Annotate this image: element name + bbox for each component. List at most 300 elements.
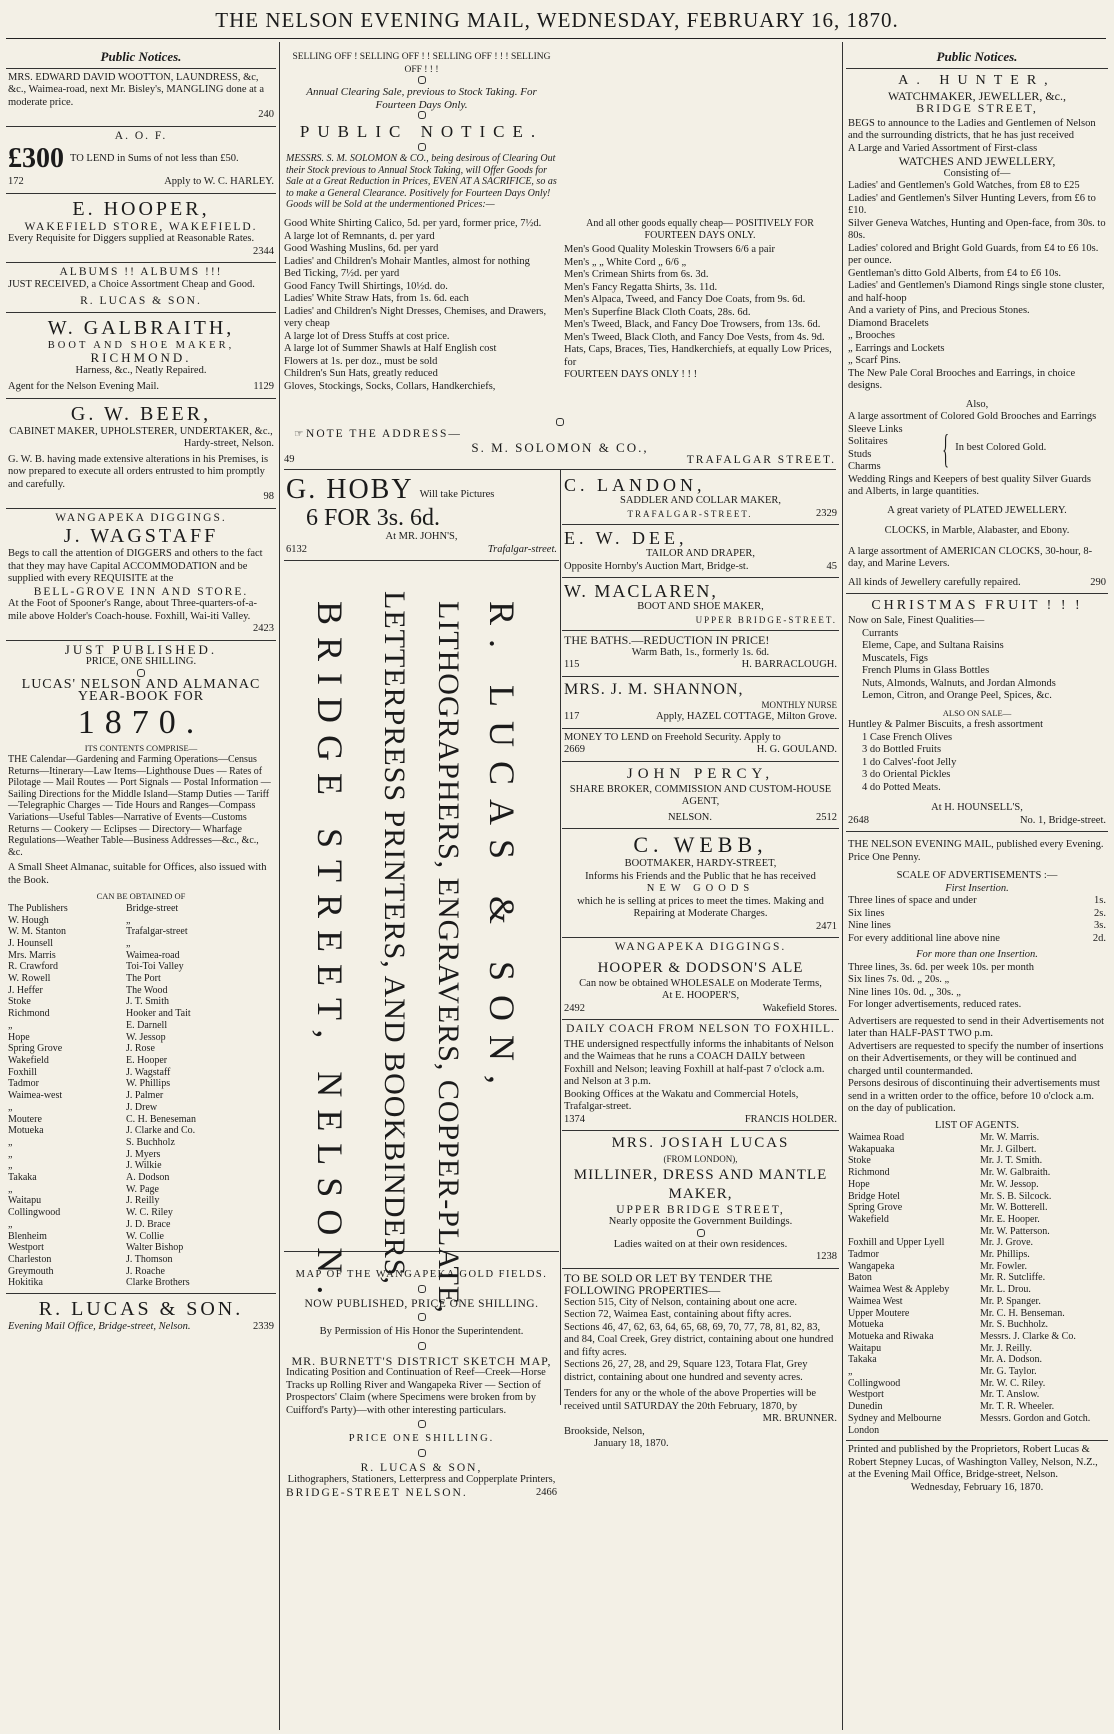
ad-title: MAP OF THE WANGAPEKA GOLD FIELDS. [295,1269,548,1280]
list-item-place: Waimea West [848,1295,903,1307]
ad-number: 2423 [253,623,274,634]
ad-text: Begs to call the attention of DIGGERS and others to the fact that they may have Capital ACCOMMODATION and be supplied with every REQUISITE at the [8,548,263,584]
loan-amount: £300 [8,143,64,174]
list-item-name: Trafalgar-street [126,926,188,938]
ad-number: 6132 [286,543,307,555]
list-item-name: J. Myers [126,1148,161,1160]
list-item-place: Stoke [848,1155,871,1167]
list-item-place: „ [8,1148,13,1160]
imprint-text: Printed and published by the Proprietors, Robert Lucas & Robert Stepney Lucas, of Washington Valley, Nelson, N.Z., at the Evening Mail Office, Bridge-street, Nelson. [848,1444,1098,1481]
ad-shannon [562,677,839,729]
list-item: „ Scarf Pins. [848,355,901,366]
list-item-name: Mr. A. Dodson. [980,1354,1042,1366]
ad-signature: S. M. SOLOMON & CO., [471,439,649,455]
list-item-name: J. Roache [126,1265,165,1277]
list-item-place: Mrs. Marris [8,949,56,961]
ornament [286,1449,557,1459]
list-item [848,1237,1106,1249]
list-item: Hats, Caps, Braces, Ties, Handkerchiefs, at equally Low Prices, for [564,344,832,368]
list-item-name: J. Clarke and Co. [126,1125,196,1137]
ad-number: 45 [826,560,837,572]
brace-list [848,424,936,474]
ad-number: 2339 [253,1321,274,1333]
ad-number: 2492 [564,1002,585,1014]
list-item-place: Waimea-west [8,1090,63,1102]
ad-signature: H. BARRACLOUGH. [741,659,837,670]
list-item-name: Mr. W. Galbraith. [980,1167,1051,1179]
list-item-name: Mr. Phillips. [980,1249,1030,1261]
list-item-name: Mr. J. Reilly. [980,1342,1032,1354]
list-item-place: Foxhill [8,1066,37,1078]
list-item-name: W. Collie [126,1230,164,1242]
list-item-place: Wakefield [848,1213,889,1225]
list-item: Men's Tweed, Black, and Fancy Doe Trowsers, from 13s. 6d. [564,319,821,331]
list-item-name [980,1425,1106,1437]
column-rule [560,470,561,1405]
list-item-name: Messrs. Gordon and Gotch. [980,1412,1091,1424]
list-item-name: Clarke Brothers [126,1277,190,1289]
ad-text: Nearly opposite the Government Buildings. [608,1216,793,1227]
list-item: Charms [848,461,881,472]
contents-heading: ITS CONTENTS COMPRISE— [84,742,198,753]
list-item-place: Motueka [848,1319,884,1331]
list-item-name: W. Jessop [126,1031,166,1043]
list-item-name: „ [126,914,131,926]
ad-albums [6,263,276,313]
ad-text: Harness, &c., Neatly Repaired. [75,364,207,376]
list-item [8,985,274,997]
ad-subtitle: NOW PUBLISHED, PRICE ONE SHILLING. [304,1297,539,1310]
ad-date: January 18, 1870. [594,1438,669,1449]
list-item: Men's „ „ White Cord „ 6/6 „ [564,256,687,268]
price-list-left [284,218,556,393]
ad-almanac [6,641,276,1295]
ad-signature: H. G. GOULAND. [756,744,837,755]
list-item: Muscatels, Figs [862,652,928,664]
ad-text: A large assortment of AMERICAN CLOCKS, 30-hour, 8-day, and Marine Levers. [848,545,1093,569]
list-item: The New Pale Coral Brooches and Earrings, in choice designs. [848,367,1076,391]
list-item-place: Tadmor [848,1249,879,1261]
list-item-name: J. Wilkie [126,1160,162,1172]
rate-label: Six lines [848,907,885,919]
list-item-place: „ [8,1160,13,1172]
list-item [8,1184,274,1196]
list-item-name: The Wood [126,984,168,996]
list-item: Lemon, Citron, and Orange Peel, Spices, &c. [862,690,1052,701]
list-item-name: Mr. J. T. Smith. [980,1155,1043,1167]
list-item: Ladies' and Gentlemen's Diamond Rings single stone cluster, and half-hoop [848,280,1105,304]
list-item [8,1149,274,1161]
list-item: French Plums in Glass Bottles [862,665,990,676]
list-item [8,1137,274,1149]
ad-number: 115 [564,659,580,670]
ornament [286,1313,557,1323]
rate-table [848,895,1106,945]
list-item [8,1195,274,1207]
list-item-place: W. M. Stanton [8,926,66,938]
list-item-place: Collingwood [8,1207,61,1219]
list-item: Good Fancy Twill Shirtings, 10½d. do. [284,280,448,292]
list-item: Gentleman's ditto Gold Alberts, from £4 to £6 10s. [848,267,1062,279]
ad-title: J. WAGSTAFF [63,525,219,547]
list-item [8,1032,274,1044]
list-item [848,1202,1106,1214]
list-item-place: W. Rowell [8,973,51,985]
list-item-place: J. Hounsell [8,937,53,949]
list-item [848,1261,1106,1273]
ad-subtitle: BELL-GROVE INN AND STORE. [33,585,249,598]
ad-title: TO BE SOLD OR LET BY TENDER THE FOLLOWING PROPERTIES— [564,1270,773,1297]
ad-maclaren [562,578,839,631]
ad-text: Informs his Friends and the Public that he has received [585,870,816,882]
list-item-place: Foxhill and Upper Lyell [848,1237,945,1249]
list-item: Ladies' and Gentlemen's Silver Hunting Levers, from £6 to £10. [848,192,1096,216]
list-item-place: R. Crawford [8,961,58,973]
pointing-hand-icon: ☞ [294,429,304,440]
list-item [848,1214,1106,1226]
ad-title: MRS. J. M. SHANNON, [564,680,744,698]
rate-table-multi [848,962,1106,1000]
agent-list [848,1132,1106,1436]
list-item-place: Takaka [848,1354,877,1366]
list-item [8,1207,274,1219]
ad-signature: FRANCIS HOLDER. [744,1113,837,1125]
list-item [8,1102,274,1114]
ad-place: UPPER BRIDGE STREET, [616,1203,785,1216]
ad-dee [562,525,839,578]
list-item-place: „ [8,1019,13,1031]
ad-text: Ladies waited on at their own residences. [613,1238,788,1250]
agents-heading: CAN BE OBTAINED OF [96,891,186,902]
ornament [286,1420,557,1430]
list-item: Sections 46, 47, 62, 63, 64, 65, 68, 69, 70, 77, 78, 81, 82, 83, and 84, Coal Creek, Grey district, containing about one hundred and fifty acres. [564,1321,834,1358]
list-item-place: „ [8,1183,13,1195]
list-item: A large lot of Summer Shawls at Half English cost [284,343,497,354]
ad-coach [562,1020,839,1131]
list-item: Children's Sun Hats, greatly reduced [284,368,438,379]
ad-place: Opposite Hornby's Auction Mart, Bridge-st. [564,560,749,572]
list-item: Ladies' and Gentlemen's Gold Watches, from £8 to £25 [848,180,1080,191]
ad-title: G. HOBY [286,474,414,505]
ad-text: G. W. B. having made extensive alterations in his Premises, is now prepared to execute all orders entrusted to him promptly and carefully. [8,453,269,490]
list-item [848,1132,1106,1144]
ad-text: JUST RECEIVED, a Choice Assortment Cheap and Good. [8,278,255,290]
ad-number: 240 [258,109,274,120]
list-item-place: Dunedin [848,1401,883,1413]
list-item: „ Brooches [848,330,895,341]
list-item-name: Mr. T. Anslow. [980,1389,1040,1401]
list-item-name: Mr. E. Hooper. [980,1213,1040,1225]
ad-signature: MR. BRUNNER. [762,1413,837,1424]
ad-text: Indicating Position and Continuation of Reef—Creek—Horse Tracks up Rolling River and Wangapeka River — Section of Prospectors' Claim (where Specimens were broken from by Cuifford's Party)—with other interesting particulars. [286,1367,546,1416]
list-item-place: Hope [8,1031,30,1043]
list-item [8,1277,274,1289]
list-item: Sleeve Links [848,423,903,435]
list-item: Men's Tweed, Black Cloth, and Fancy Doe Vests, from 4s. 9d. [564,331,825,343]
ad-place: BRIDGE STREET, [916,101,1038,115]
rate-label: Three lines of space and under [848,895,977,906]
ornament [284,418,836,428]
list-item [848,1319,1106,1331]
almanac-subtitle: YEAR-BOOK FOR [77,689,205,704]
list-item-name: „ [126,937,131,949]
list-item-place: Westport [848,1389,884,1401]
ad-title: ALBUMS !! ALBUMS !!! [59,266,223,278]
list-item-name: E. Darnell [126,1019,168,1031]
ad-percy [562,762,839,830]
ad-baths [562,631,839,677]
list-item-place: Tadmor [8,1078,39,1090]
list-item-place: London [848,1424,880,1436]
ornament [286,143,557,153]
vertical-trade: LETTERPRESS PRINTERS, AND BOOKBINDERS, [378,591,411,1285]
list-item [848,1296,1106,1308]
ad-beer [6,399,276,509]
list-item-name: Mr. C. H. Benseman. [980,1307,1065,1319]
ad-lucas-footer [6,1294,276,1338]
ad-place: Trafalgar-street. [487,543,557,555]
list-item-place: Motueka and Riwaka [848,1330,934,1342]
imprint [846,1441,1108,1498]
ad-text: Advertisers are requested to send in their Advertisements not later than HALF-PAST TWO p.m. [848,1015,1105,1039]
rate-label: For every additional line above nine [848,932,1000,944]
ad-title: A. HUNTER, [898,72,1056,88]
list-item: Ladies' White Straw Hats, from 1s. 6d. each [284,293,469,304]
ad-number: 98 [263,491,274,502]
column-4 [846,48,1108,1728]
ad-title: E. HOOPER, [72,197,210,220]
ad-place: UPPER BRIDGE-STREET. [695,614,837,625]
list-item-place: Westport [8,1242,44,1254]
ad-subtitle: WAKEFIELD STORE, WAKEFIELD. [24,220,258,233]
list-item [848,1179,1106,1191]
ad-subheadline: Annual Clearing Sale, previous to Stock Taking. For Fourteen Days Only. [306,86,537,111]
ad-hoby [284,472,559,561]
column-rule [279,42,280,1730]
ad-text: A Large and Varied Assortment of First-class [848,142,1038,154]
ad-text: Every Requisite for Diggers supplied at Reasonable Rates. [8,233,255,244]
list-item [848,1389,1106,1401]
list-item-place: Charleston [8,1253,52,1265]
list-item-place: Wangapeka [848,1260,895,1272]
list-item-place: Upper Moutere [848,1307,910,1319]
section-heading [846,48,1108,69]
list-item: Eleme, Cape, and Sultana Raisins [862,640,1004,651]
list-item [8,1090,274,1102]
ad-title: W. GALBRAITH, [47,316,235,339]
list-item-place: The Publishers [8,902,68,914]
ad-place: Hardy-street, Nelson. [183,438,274,449]
ad-number: 290 [1090,576,1106,588]
ad-price: PRICE ONE SHILLING. [348,1433,495,1444]
imprint-date: Wednesday, February 16, 1870. [910,1481,1044,1493]
list-item: Gloves, Stockings, Socks, Collars, Handkerchiefs, [284,380,496,392]
list-item-place: J. Heffer [8,984,43,996]
list-item [8,1043,274,1055]
list-item-name: The Port [126,973,161,985]
ad-place: BRIDGE-STREET NELSON. [286,1486,468,1499]
ad-ale [562,938,839,1020]
list-item [8,1055,274,1067]
jewellery-list [848,180,1106,393]
list-item-place: Moutere [8,1113,42,1125]
list-item: Ladies' and Children's Mohair Mantles, almost for nothing [284,255,530,267]
rate-row [848,920,1106,933]
list-item [8,1125,274,1137]
ad-aof [6,127,276,194]
ad-signature: R. LUCAS & SON. [80,295,202,307]
list-item-place: Motueka [8,1125,44,1137]
ad-number: 1374 [564,1113,585,1125]
list-item-place: „ [8,1136,13,1148]
list-item-name: Mr. J. Gilbert. [980,1143,1037,1155]
ad-title: G. W. BEER, [70,402,212,425]
ad-number: 1238 [816,1251,837,1262]
ad-subtitle: BOOTMAKER, HARDY-STREET, [624,858,777,869]
list-item-place: Richmond [848,1167,890,1179]
rate-label: Nine lines [848,920,891,931]
almanac-year: 1870. [77,703,205,741]
list-item-place: Sydney and Melbourne [848,1412,942,1424]
list-item: Diamond Bracelets [848,317,929,329]
list-item: Ladies' colored and Bright Gold Guards, from £4 to £6 10s. per ounce. [848,242,1099,266]
ad-headline: SELLING OFF ! SELLING OFF ! ! SELLING OFF ! ! ! SELLING OFF ! ! ! [292,52,551,75]
ad-title: JOHN PERCY, [626,765,775,782]
list-item-name: A. Dodson [126,1172,170,1184]
ad-webb [562,829,839,938]
list-item [8,1231,274,1243]
ad-title: C. WEBB, [633,832,768,857]
ad-subtitle: SHARE BROKER, COMMISSION AND CUSTOM-HOUSE AGENT, [569,783,832,807]
list-item [848,1378,1106,1390]
list-item [848,1366,1106,1378]
ad-text: Apply to W. C. HARLEY. [164,176,274,187]
ad-title: SCALE OF ADVERTISEMENTS :— [896,870,1058,881]
masthead-rule [6,38,1106,39]
ad-number: 2471 [816,920,837,932]
list-item-name: Mr. R. Sutcliffe. [980,1272,1046,1284]
list-item: A large lot of Dress Stuffs at cost price. [284,330,450,342]
list-item-place: Wakefield [8,1054,49,1066]
solomon-header-right [563,48,838,208]
ad-subheading: ALSO ON SALE— [942,707,1012,718]
list-item [848,1413,1106,1425]
ad-title: MRS. JOSIAH LUCAS [611,1135,790,1151]
list-item-name: J. Palmer [126,1090,164,1102]
masthead: THE NELSON EVENING MAIL, WEDNESDAY, FEBRUARY 16, 1870. [215,8,899,32]
list-item [8,973,274,985]
ad-number: 117 [564,711,580,722]
list-item-place: Stoke [8,996,31,1008]
list-item: Flowers at 1s. per doz., must be sold [284,355,438,367]
list-item [8,1254,274,1266]
list-item: Men's Alpaca, Tweed, and Fancy Doe Coats, from 9s. 6d. [564,294,806,306]
ad-place: No. 1, Bridge-street. [1019,814,1106,826]
ad-title: MR. BURNETT'S DISTRICT SKETCH MAP, [291,1353,552,1368]
ad-subtitle: (FROM LONDON), [663,1154,738,1164]
ad-text: Apply, HAZEL COTTAGE, Milton Grove. [656,711,837,722]
ad-number: 172 [8,176,24,187]
list-item-place: Richmond [8,1008,50,1020]
ad-title: E. W. DEE, [564,528,688,548]
ad-place: Wakefield Stores. [762,1002,837,1014]
list-item: Men's Fancy Regatta Shirts, 3s. 11d. [564,281,718,293]
list-item: Men's Crimean Shirts from 6s. 3d. [564,269,709,281]
almanac-title: LUCAS' NELSON AND ALMANAC [21,676,261,692]
list-item-name: Bridge-street [126,902,179,914]
ornament [564,1229,837,1239]
ornament [286,1342,557,1352]
list-item-name: J. Reilly [126,1195,160,1207]
list-item [848,1425,1106,1437]
ad-subtitle: CABINET MAKER, UPHOLSTERER, UNDERTAKER, &c., [9,425,273,437]
ad-subtitle: SADDLER AND COLLAR MAKER, [619,495,781,506]
list-item-place: Waitapu [8,1195,42,1207]
fruit-list [848,628,1106,703]
list-item: Nine lines 10s. 0d. „ 30s. „ [848,986,961,998]
list-item [8,903,274,915]
ad-hooper [6,194,276,264]
list-item [848,1191,1106,1203]
heading-text: Public Notices. [100,49,182,64]
ad-text: Booking Offices at the Wakatu and Commercial Hotels, Trafalgar-street. [564,1088,799,1112]
ad-subtitle: BOOT AND SHOE MAKER, [637,601,764,612]
ad-place: TRAFALGAR-STREET. [627,508,753,519]
list-item-place: „ [848,1366,853,1378]
ad-price: PRICE, ONE SHILLING. [85,656,197,667]
list-item [8,915,274,927]
list-item-place: Hope [848,1178,870,1190]
ad-title: HOOPER & DODSON'S ALE [597,959,804,976]
list-item [8,1078,274,1090]
ad-title: C. LANDON, [564,475,706,495]
list-item-place: Waimea West & Appleby [848,1284,950,1296]
list-item-place: Collingwood [848,1377,901,1389]
list-item [848,1226,1106,1238]
list-item: Men's Good Quality Moleskin Trowsers 6/6 a pair [564,244,776,256]
ad-title: JUST PUBLISHED. [64,641,218,657]
ad-wootton [6,69,276,127]
list-item: Silver Geneva Watches, Hunting and Open-face, from 30s. to 80s. [848,217,1106,241]
rate-price: 2s. [1094,907,1106,919]
list-item: 1 Case French Olives [862,731,953,743]
price-list-right [564,218,836,393]
list-item: 3 do Oriental Pickles [862,769,951,780]
ad-title: LIST OF AGENTS. [934,1119,1020,1131]
list-item [848,1401,1106,1413]
solomon-price-list [284,218,836,418]
ad-text: MRS. EDWARD DAVID WOOTTON, LAUNDRESS, &c, &c., Waimea-road, next Mr. Bisley's, MANGLING done at a moderate price. [8,71,265,108]
column-3 [562,472,839,1730]
ad-place: RICHMOND. [90,350,192,365]
ad-text: Persons desirous of discontinuing their advertisements must send in a written order to the office, before 10 o'clock a.m. on the day of publication. [848,1078,1100,1114]
list-item-place: Bridge Hotel [848,1190,900,1202]
list-item [8,1020,274,1032]
list-item [8,996,274,1008]
ad-price: 6 FOR 3s. 6d. [306,505,441,531]
ad-subheading: For more than one Insertion. [916,949,1038,960]
list-item [8,961,274,973]
ad-text: THE NELSON EVENING MAIL, published every Evening. Price One Penny. [848,839,1104,863]
price-list-heading: And all other goods equally cheap— POSITIVELY FOR FOURTEEN DAYS ONLY. [586,218,814,241]
list-item [848,1167,1106,1179]
ad-title: W. MACLAREN, [564,581,718,601]
ad-text: At MR. JOHN'S, [385,531,458,542]
solomon-address [284,418,836,470]
contents-text: THE Calendar—Gardening and Farming Operations—Census Returns—Itinerary—Law Items—Lighthouse Dues — Rates of Pilotage — Mail Routes — Port Signals — Postal Information — Sailing Directions for the Middle Island—Stamp Duties — Tariff—Telegraphic Charges — Tide Hours and Ranges—Compass Variations—Useful Tables—Narrative of Events—Customs Returns — Cookery — Eclipses — Directory— Wharfage Regulations—Weather Table—Business Addresses—&c., &c., &c. [8,754,271,858]
ad-number: 1129 [253,381,274,392]
ad-text: For longer advertisements, reduced rates. [848,999,1022,1010]
